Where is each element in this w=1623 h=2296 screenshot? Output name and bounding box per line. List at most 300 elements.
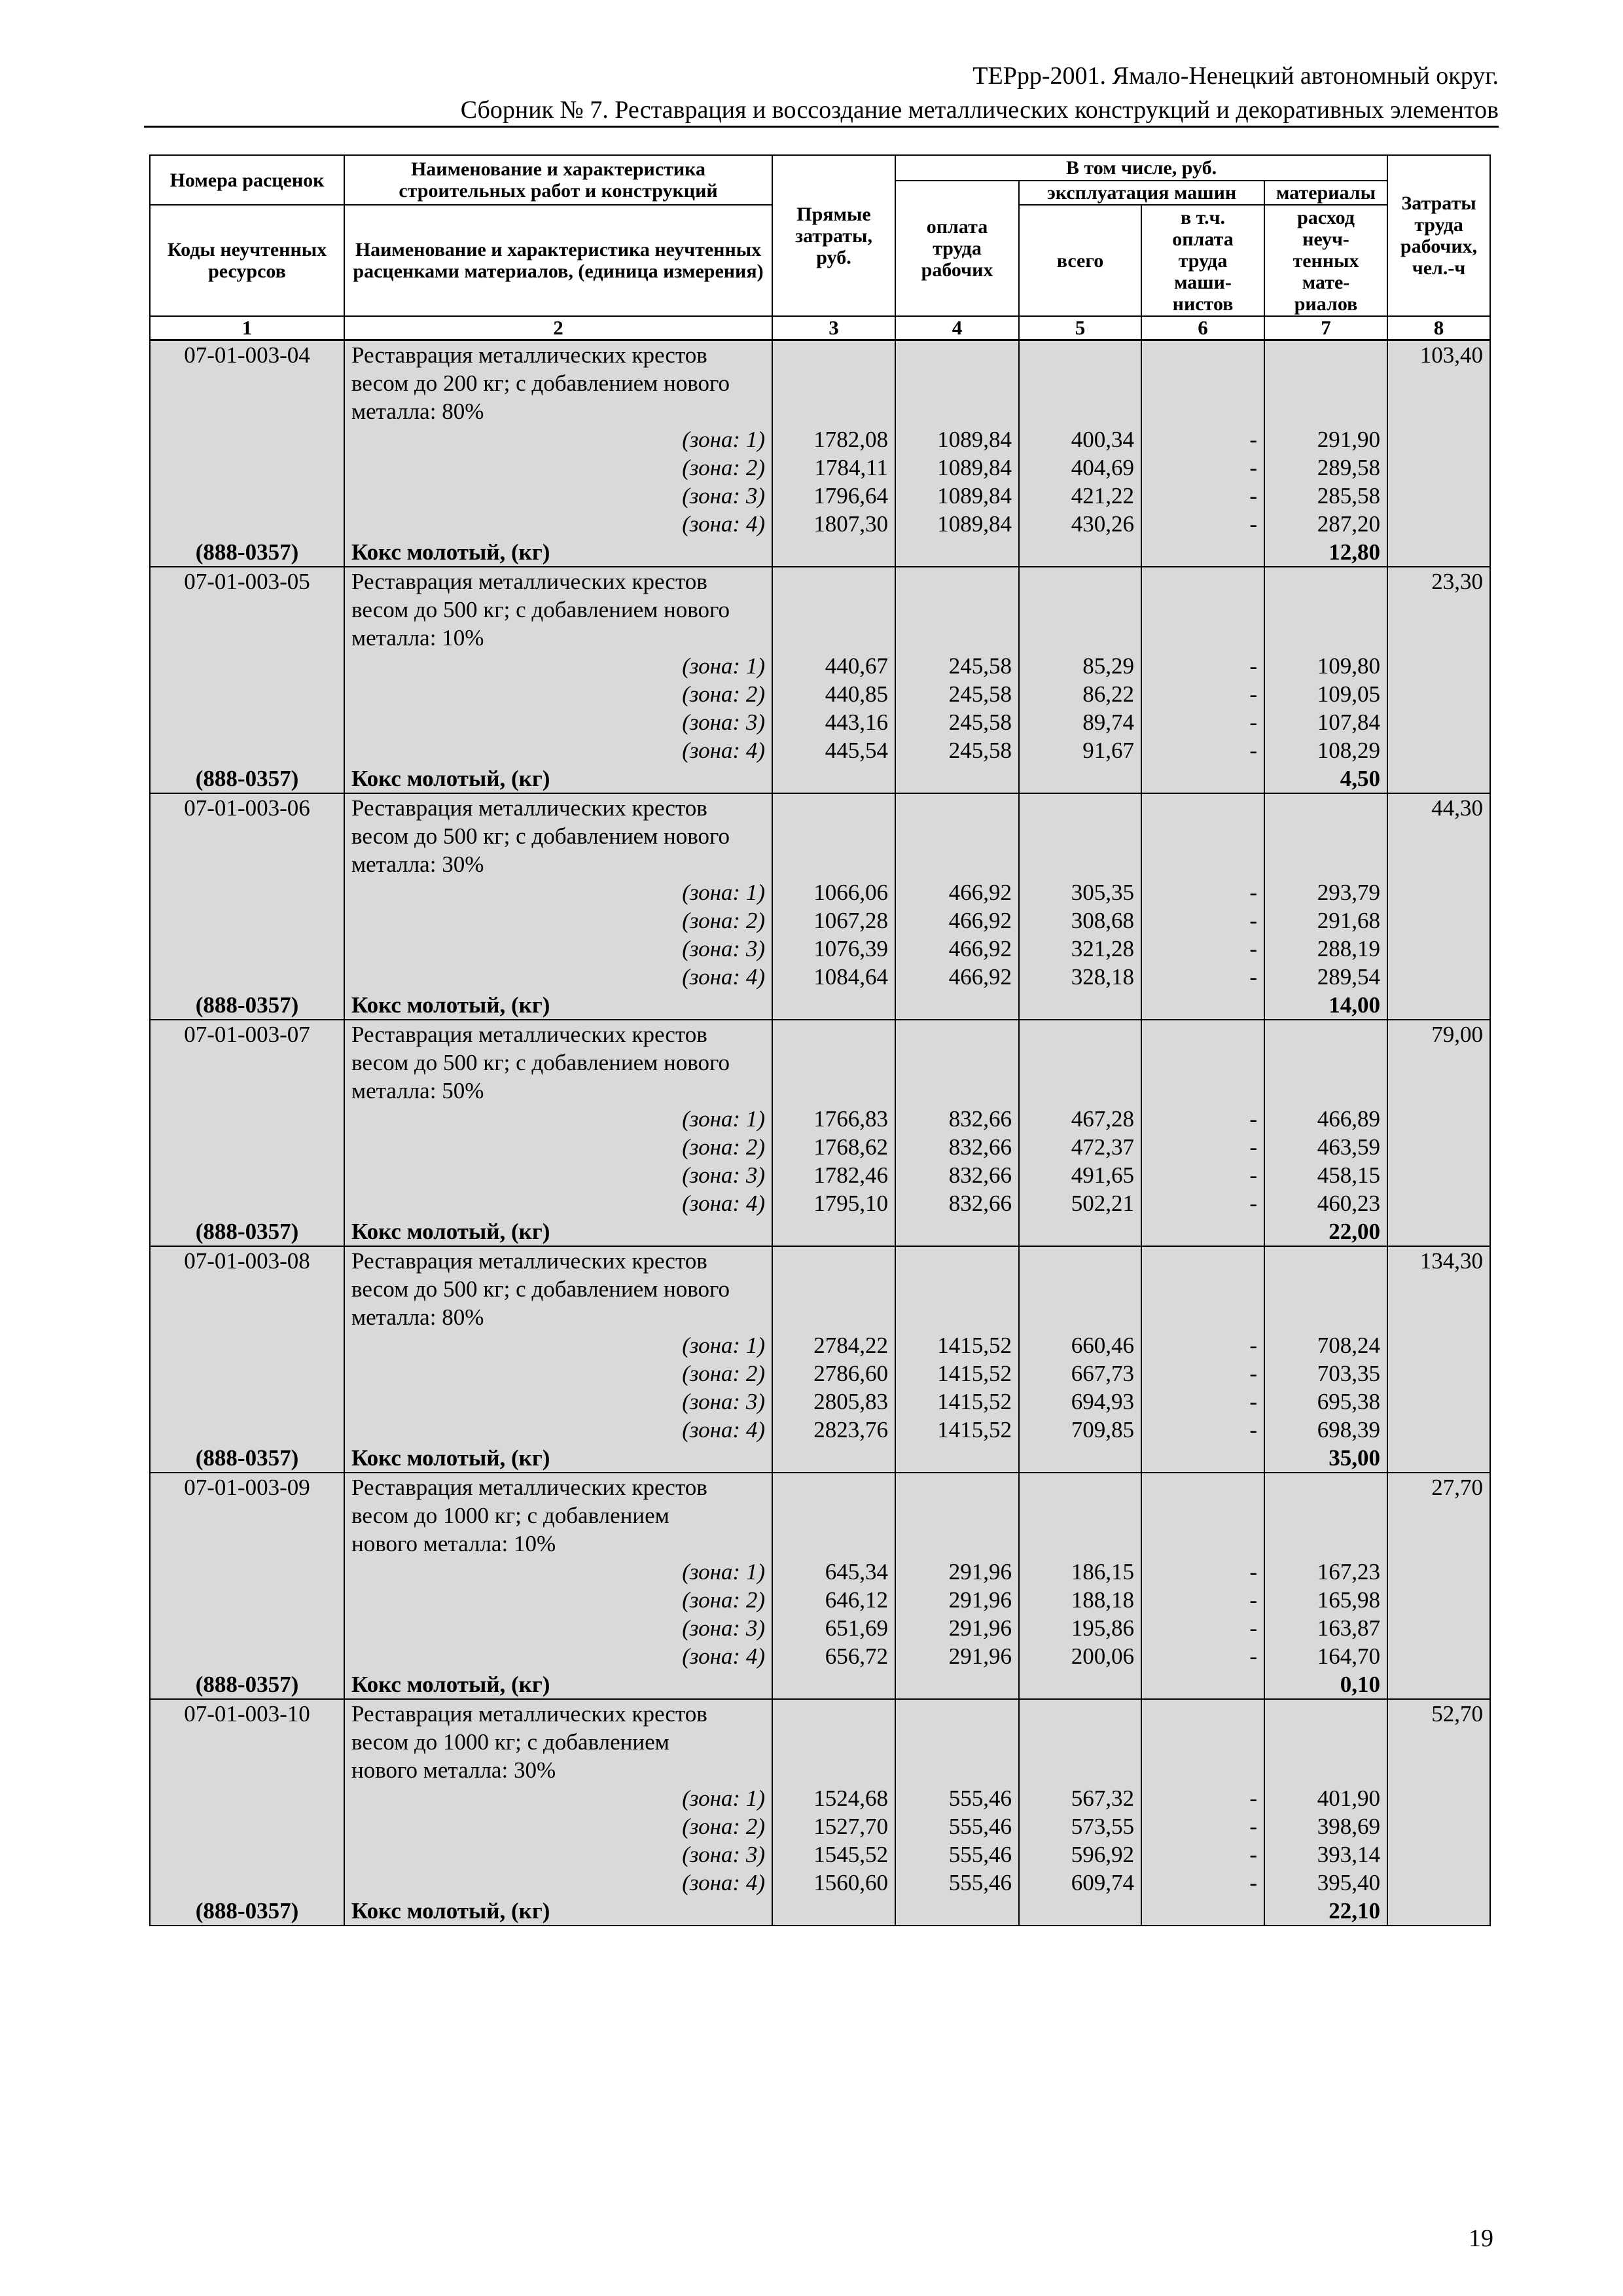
- empty-cell: [150, 1812, 344, 1840]
- labor-cost: [1387, 624, 1490, 652]
- resource-name: Кокс молотый, (кг): [344, 1217, 772, 1246]
- worker-wage: 832,66: [895, 1189, 1019, 1217]
- machines-total: 91,67: [1019, 736, 1141, 764]
- machinist-wage: -: [1141, 425, 1264, 454]
- table-row: [150, 793, 1490, 822]
- worker-wage: 466,92: [895, 906, 1019, 935]
- empty-cell: [150, 708, 344, 736]
- direct-cost: 440,85: [772, 680, 895, 708]
- resource-name: Кокс молотый, (кг): [344, 764, 772, 793]
- worker-wage: 291,96: [895, 1642, 1019, 1670]
- table-row: [150, 1275, 1490, 1303]
- zone-label: (зона: 3): [344, 1840, 772, 1869]
- machinist-wage: -: [1141, 1642, 1264, 1670]
- rate-code: 07-01-003-10: [150, 1699, 344, 1728]
- materials-cost: 463,59: [1264, 1133, 1387, 1161]
- table-row: [150, 1303, 1490, 1331]
- materials-cost: 289,54: [1264, 963, 1387, 991]
- table-row: [150, 1586, 1490, 1614]
- empty-cell: [150, 736, 344, 764]
- machinist-wage: -: [1141, 1331, 1264, 1359]
- table-row: [150, 538, 1490, 567]
- materials-cost: 163,87: [1264, 1614, 1387, 1642]
- empty-cell: [1141, 1699, 1264, 1728]
- rate-code: [150, 1756, 344, 1784]
- machinist-wage: -: [1141, 1388, 1264, 1416]
- resource-code: (888-0357): [150, 1217, 344, 1246]
- empty-cell: [1387, 454, 1490, 482]
- resource-name: Кокс молотый, (кг): [344, 538, 772, 567]
- worker-wage: 291,96: [895, 1558, 1019, 1586]
- rate-code: [150, 397, 344, 425]
- rate-code: [150, 1728, 344, 1756]
- empty-cell: [150, 510, 344, 538]
- empty-cell: [1019, 764, 1141, 793]
- empty-cell: [150, 1840, 344, 1869]
- empty-cell: [1141, 1217, 1264, 1246]
- empty-cell: [150, 1784, 344, 1812]
- worker-wage: 555,46: [895, 1869, 1019, 1897]
- empty-cell: [895, 624, 1019, 652]
- empty-cell: [1141, 340, 1264, 370]
- zone-label: (зона: 4): [344, 1189, 772, 1217]
- empty-cell: [895, 764, 1019, 793]
- zone-label: (зона: 2): [344, 1812, 772, 1840]
- table-row: [150, 1416, 1490, 1444]
- empty-cell: [1019, 1728, 1141, 1756]
- table-row: [150, 708, 1490, 736]
- header-title: ТЕРрр-2001. Ямало-Ненецкий автономный округ.: [972, 62, 1499, 90]
- empty-cell: [1141, 1444, 1264, 1473]
- direct-cost: 1076,39: [772, 935, 895, 963]
- direct-cost: 1524,68: [772, 1784, 895, 1812]
- table-row: [150, 736, 1490, 764]
- empty-cell: [772, 1246, 895, 1275]
- empty-cell: [1141, 397, 1264, 425]
- empty-cell: [1019, 397, 1141, 425]
- empty-cell: [1141, 1049, 1264, 1077]
- worker-wage: 245,58: [895, 680, 1019, 708]
- machines-total: 596,92: [1019, 1840, 1141, 1869]
- col-number: 2: [344, 316, 772, 340]
- empty-cell: [1019, 1049, 1141, 1077]
- rate-description: весом до 500 кг; с добавлением нового: [344, 596, 772, 624]
- materials-cost: 466,89: [1264, 1105, 1387, 1133]
- resource-quantity: 35,00: [1264, 1444, 1387, 1473]
- rate-code: [150, 1077, 344, 1105]
- direct-cost: 1782,46: [772, 1161, 895, 1189]
- empty-cell: [150, 878, 344, 906]
- table-row: [150, 1246, 1490, 1275]
- empty-cell: [772, 1077, 895, 1105]
- empty-cell: [1264, 1473, 1387, 1501]
- table-header: [150, 155, 1490, 340]
- resource-code: (888-0357): [150, 764, 344, 793]
- empty-cell: [1264, 1530, 1387, 1558]
- empty-cell: [1387, 482, 1490, 510]
- direct-cost: 1768,62: [772, 1133, 895, 1161]
- empty-cell: [772, 1897, 895, 1926]
- machinist-wage: -: [1141, 652, 1264, 680]
- empty-cell: [1387, 1558, 1490, 1586]
- table-row: [150, 1331, 1490, 1359]
- empty-cell: [1387, 1642, 1490, 1670]
- rate-code: [150, 850, 344, 878]
- empty-cell: [1264, 1756, 1387, 1784]
- empty-cell: [1387, 1614, 1490, 1642]
- empty-cell: [150, 1133, 344, 1161]
- materials-cost: 109,80: [1264, 652, 1387, 680]
- direct-cost: 656,72: [772, 1642, 895, 1670]
- empty-cell: [772, 1275, 895, 1303]
- rate-code: [150, 369, 344, 397]
- col-machinist-wage-header: в т.ч. оплата труда маши- нистов: [1141, 205, 1264, 316]
- machines-total: 308,68: [1019, 906, 1141, 935]
- empty-cell: [1264, 1049, 1387, 1077]
- empty-cell: [772, 1049, 895, 1077]
- table-row: [150, 397, 1490, 425]
- resource-name: Кокс молотый, (кг): [344, 1444, 772, 1473]
- empty-cell: [150, 935, 344, 963]
- machinist-wage: -: [1141, 1784, 1264, 1812]
- empty-cell: [1264, 850, 1387, 878]
- empty-cell: [1019, 340, 1141, 370]
- empty-cell: [772, 1670, 895, 1699]
- empty-cell: [772, 369, 895, 397]
- empty-cell: [895, 1077, 1019, 1105]
- empty-cell: [1387, 652, 1490, 680]
- table-row: [150, 425, 1490, 454]
- table-row: [150, 680, 1490, 708]
- empty-cell: [1387, 1586, 1490, 1614]
- worker-wage: 832,66: [895, 1133, 1019, 1161]
- machinist-wage: -: [1141, 680, 1264, 708]
- empty-cell: [1019, 624, 1141, 652]
- table-row: [150, 652, 1490, 680]
- rate-description: Реставрация металлических крестов: [344, 793, 772, 822]
- col-number: 8: [1387, 316, 1490, 340]
- empty-cell: [1264, 1501, 1387, 1530]
- empty-cell: [150, 906, 344, 935]
- rate-group: [150, 1699, 1490, 1926]
- machines-total: 567,32: [1019, 1784, 1141, 1812]
- empty-cell: [150, 1558, 344, 1586]
- labor-cost: [1387, 1756, 1490, 1784]
- empty-cell: [1387, 1784, 1490, 1812]
- empty-cell: [895, 596, 1019, 624]
- table-row: [150, 850, 1490, 878]
- direct-cost: 1784,11: [772, 454, 895, 482]
- resource-code: (888-0357): [150, 1444, 344, 1473]
- materials-cost: 167,23: [1264, 1558, 1387, 1586]
- machines-total: 472,37: [1019, 1133, 1141, 1161]
- resource-quantity: 4,50: [1264, 764, 1387, 793]
- table-row: [150, 1699, 1490, 1728]
- empty-cell: [150, 425, 344, 454]
- empty-cell: [1141, 538, 1264, 567]
- rate-code: [150, 1275, 344, 1303]
- empty-cell: [1387, 878, 1490, 906]
- rate-code: [150, 1501, 344, 1530]
- empty-cell: [150, 454, 344, 482]
- zone-label: (зона: 3): [344, 482, 772, 510]
- col-number: 5: [1019, 316, 1141, 340]
- worker-wage: 1089,84: [895, 510, 1019, 538]
- machinist-wage: -: [1141, 1812, 1264, 1840]
- zone-label: (зона: 1): [344, 1558, 772, 1586]
- empty-cell: [1141, 1246, 1264, 1275]
- worker-wage: 555,46: [895, 1812, 1019, 1840]
- empty-cell: [895, 340, 1019, 370]
- page-header: [144, 59, 1499, 127]
- empty-cell: [772, 1473, 895, 1501]
- machines-total: 305,35: [1019, 878, 1141, 906]
- machinist-wage: -: [1141, 1359, 1264, 1388]
- materials-cost: 289,58: [1264, 454, 1387, 482]
- rate-description: весом до 1000 кг; с добавлением: [344, 1728, 772, 1756]
- worker-wage: 1415,52: [895, 1388, 1019, 1416]
- page-number: 19: [1469, 2225, 1493, 2252]
- empty-cell: [1387, 1670, 1490, 1699]
- empty-cell: [150, 1416, 344, 1444]
- materials-cost: 393,14: [1264, 1840, 1387, 1869]
- machines-total: 400,34: [1019, 425, 1141, 454]
- table-row: [150, 822, 1490, 850]
- empty-cell: [1387, 1331, 1490, 1359]
- table-row: [150, 510, 1490, 538]
- empty-cell: [772, 340, 895, 370]
- empty-cell: [895, 1444, 1019, 1473]
- materials-cost: 285,58: [1264, 482, 1387, 510]
- rate-description: Реставрация металлических крестов: [344, 1473, 772, 1501]
- machines-total: 89,74: [1019, 708, 1141, 736]
- empty-cell: [1264, 624, 1387, 652]
- direct-cost: 1527,70: [772, 1812, 895, 1840]
- empty-cell: [772, 850, 895, 878]
- table-row: [150, 482, 1490, 510]
- empty-cell: [1264, 793, 1387, 822]
- zone-label: (зона: 3): [344, 708, 772, 736]
- rate-code: [150, 822, 344, 850]
- direct-cost: 440,67: [772, 652, 895, 680]
- empty-cell: [150, 1189, 344, 1217]
- zone-label: (зона: 4): [344, 1642, 772, 1670]
- machines-total: 467,28: [1019, 1105, 1141, 1133]
- direct-cost: 443,16: [772, 708, 895, 736]
- empty-cell: [1387, 1840, 1490, 1869]
- rate-code: [150, 1530, 344, 1558]
- empty-cell: [1387, 1416, 1490, 1444]
- rate-code: 07-01-003-04: [150, 340, 344, 370]
- empty-cell: [1387, 708, 1490, 736]
- col-materials-group-header: материалы: [1264, 181, 1387, 205]
- direct-cost: 1067,28: [772, 906, 895, 935]
- rate-code: 07-01-003-09: [150, 1473, 344, 1501]
- empty-cell: [772, 596, 895, 624]
- col-rate-number-header: Номера расценок: [150, 155, 344, 205]
- resource-name: Кокс молотый, (кг): [344, 991, 772, 1020]
- direct-cost: 645,34: [772, 1558, 895, 1586]
- materials-cost: 108,29: [1264, 736, 1387, 764]
- empty-cell: [772, 1756, 895, 1784]
- materials-cost: 165,98: [1264, 1586, 1387, 1614]
- zone-label: (зона: 3): [344, 1614, 772, 1642]
- empty-cell: [1141, 822, 1264, 850]
- empty-cell: [1019, 1020, 1141, 1049]
- empty-cell: [1019, 991, 1141, 1020]
- machinist-wage: -: [1141, 1869, 1264, 1897]
- empty-cell: [1019, 822, 1141, 850]
- table-row: [150, 1869, 1490, 1897]
- empty-cell: [1387, 538, 1490, 567]
- table-row: [150, 1049, 1490, 1077]
- labor-cost: [1387, 596, 1490, 624]
- worker-wage: 245,58: [895, 708, 1019, 736]
- empty-cell: [1019, 596, 1141, 624]
- rate-description: нового металла: 30%: [344, 1756, 772, 1784]
- machines-total: 609,74: [1019, 1869, 1141, 1897]
- direct-cost: 1795,10: [772, 1189, 895, 1217]
- worker-wage: 466,92: [895, 963, 1019, 991]
- table-row: [150, 878, 1490, 906]
- worker-wage: 832,66: [895, 1161, 1019, 1189]
- labor-cost: [1387, 1303, 1490, 1331]
- empty-cell: [1264, 1303, 1387, 1331]
- resource-name: Кокс молотый, (кг): [344, 1897, 772, 1926]
- col-number: 6: [1141, 316, 1264, 340]
- empty-cell: [895, 369, 1019, 397]
- table-row: [150, 935, 1490, 963]
- table-row: [150, 1161, 1490, 1189]
- empty-cell: [1019, 1275, 1141, 1303]
- table-row: [150, 1473, 1490, 1501]
- machines-total: 200,06: [1019, 1642, 1141, 1670]
- labor-cost: 103,40: [1387, 340, 1490, 370]
- empty-cell: [1019, 850, 1141, 878]
- table-row: [150, 1840, 1490, 1869]
- empty-cell: [150, 1331, 344, 1359]
- table-row: [150, 906, 1490, 935]
- machines-total: 188,18: [1019, 1586, 1141, 1614]
- empty-cell: [1387, 764, 1490, 793]
- materials-cost: 458,15: [1264, 1161, 1387, 1189]
- resource-quantity: 0,10: [1264, 1670, 1387, 1699]
- rate-code: [150, 1049, 344, 1077]
- empty-cell: [895, 1897, 1019, 1926]
- empty-cell: [772, 624, 895, 652]
- rates-table: [149, 154, 1491, 1926]
- rate-group: [150, 793, 1490, 1020]
- empty-cell: [1019, 1444, 1141, 1473]
- table-row: [150, 1105, 1490, 1133]
- materials-cost: 287,20: [1264, 510, 1387, 538]
- header-subtitle: Сборник № 7. Реставрация и воссоздание металлических конструкций и декоративных элементов: [460, 96, 1499, 124]
- materials-cost: 708,24: [1264, 1331, 1387, 1359]
- empty-cell: [1019, 1246, 1141, 1275]
- empty-cell: [1387, 1812, 1490, 1840]
- machinist-wage: -: [1141, 482, 1264, 510]
- labor-cost: 79,00: [1387, 1020, 1490, 1049]
- machinist-wage: -: [1141, 1161, 1264, 1189]
- materials-cost: 703,35: [1264, 1359, 1387, 1388]
- table-row: [150, 991, 1490, 1020]
- zone-label: (зона: 2): [344, 454, 772, 482]
- zone-label: (зона: 4): [344, 963, 772, 991]
- machinist-wage: -: [1141, 1840, 1264, 1869]
- table-row: [150, 1812, 1490, 1840]
- empty-cell: [1264, 1699, 1387, 1728]
- empty-cell: [895, 793, 1019, 822]
- labor-cost: 44,30: [1387, 793, 1490, 822]
- rate-group: [150, 340, 1490, 567]
- worker-wage: 555,46: [895, 1784, 1019, 1812]
- table-row: [150, 1189, 1490, 1217]
- empty-cell: [1264, 397, 1387, 425]
- empty-cell: [895, 1049, 1019, 1077]
- empty-cell: [1264, 369, 1387, 397]
- empty-cell: [1264, 596, 1387, 624]
- rate-code: [150, 1303, 344, 1331]
- empty-cell: [895, 1501, 1019, 1530]
- empty-cell: [1141, 1756, 1264, 1784]
- rate-description: Реставрация металлических крестов: [344, 1699, 772, 1728]
- table-row: [150, 340, 1490, 370]
- direct-cost: 2786,60: [772, 1359, 895, 1388]
- empty-cell: [1264, 1728, 1387, 1756]
- resource-quantity: 12,80: [1264, 538, 1387, 567]
- empty-cell: [895, 1728, 1019, 1756]
- worker-wage: 1089,84: [895, 454, 1019, 482]
- empty-cell: [1019, 1501, 1141, 1530]
- labor-cost: 23,30: [1387, 567, 1490, 596]
- empty-cell: [1141, 1501, 1264, 1530]
- empty-cell: [1141, 1728, 1264, 1756]
- machinist-wage: -: [1141, 1558, 1264, 1586]
- resource-code: (888-0357): [150, 1670, 344, 1699]
- empty-cell: [895, 1217, 1019, 1246]
- empty-cell: [150, 652, 344, 680]
- direct-cost: 445,54: [772, 736, 895, 764]
- empty-cell: [895, 1020, 1019, 1049]
- empty-cell: [1019, 1670, 1141, 1699]
- empty-cell: [150, 482, 344, 510]
- empty-cell: [1019, 1473, 1141, 1501]
- empty-cell: [895, 567, 1019, 596]
- worker-wage: 1415,52: [895, 1331, 1019, 1359]
- empty-cell: [772, 822, 895, 850]
- empty-cell: [895, 538, 1019, 567]
- empty-cell: [1387, 1388, 1490, 1416]
- rate-description: металла: 10%: [344, 624, 772, 652]
- empty-cell: [772, 1501, 895, 1530]
- empty-cell: [150, 680, 344, 708]
- zone-label: (зона: 2): [344, 680, 772, 708]
- rate-description: металла: 80%: [344, 1303, 772, 1331]
- table-row: [150, 1558, 1490, 1586]
- col-number: 4: [895, 316, 1019, 340]
- empty-cell: [1141, 1303, 1264, 1331]
- labor-cost: [1387, 1728, 1490, 1756]
- col-direct-cost-header: Прямые затраты, руб.: [772, 155, 895, 316]
- empty-cell: [1387, 1105, 1490, 1133]
- empty-cell: [1264, 567, 1387, 596]
- rate-code: 07-01-003-06: [150, 793, 344, 822]
- empty-cell: [1141, 596, 1264, 624]
- table-row: [150, 1670, 1490, 1699]
- col-work-name-header: Наименование и характеристика строительных работ и конструкций: [344, 155, 772, 205]
- empty-cell: [1141, 624, 1264, 652]
- table-row: [150, 1020, 1490, 1049]
